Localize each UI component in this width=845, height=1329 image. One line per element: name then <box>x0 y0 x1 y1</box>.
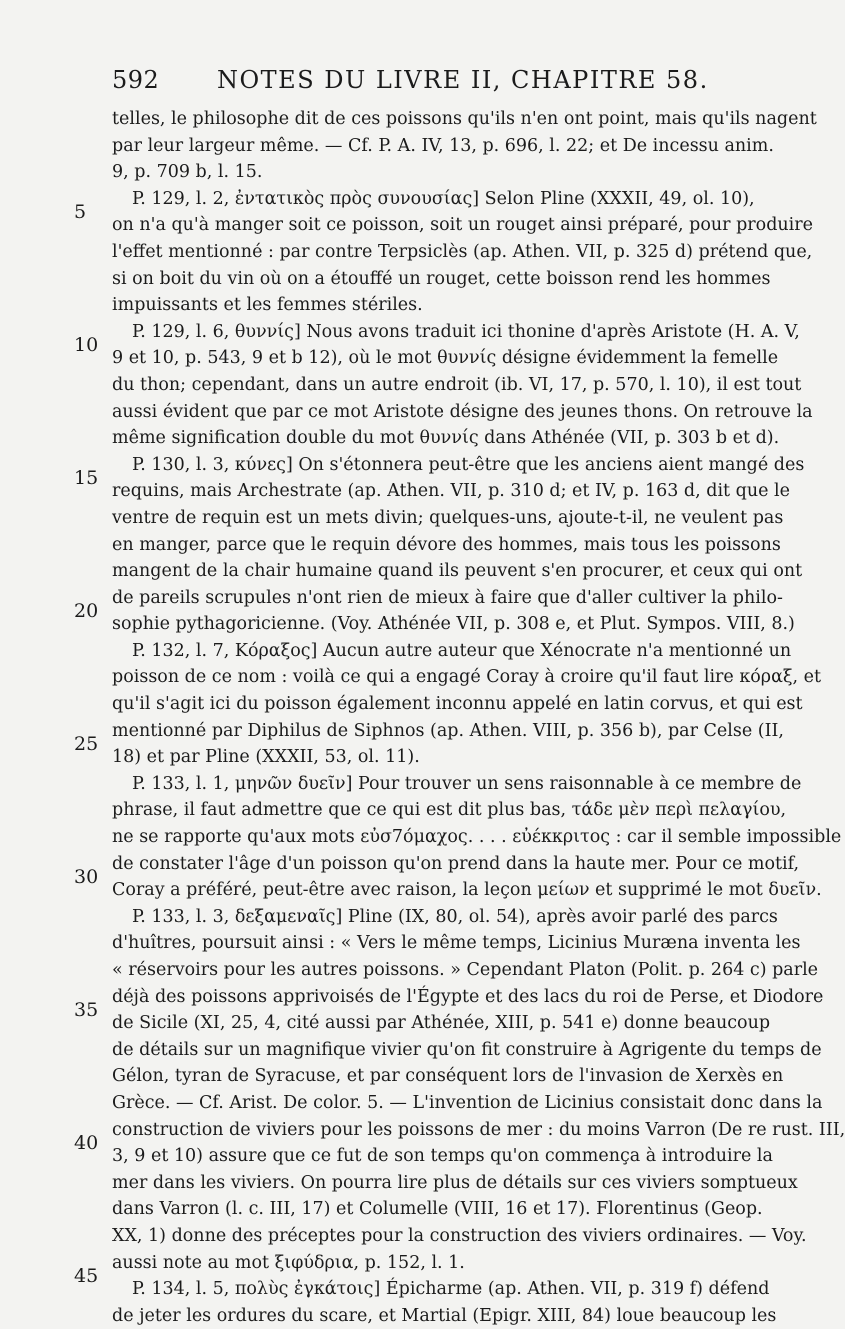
text-line: P. 130, l. 3, κύνες] On s'étonnera peut-être que les anciens aient mangé des <box>132 454 805 475</box>
text-line: mangent de la chair humaine quand ils peuvent s'en procurer, et ceux qui ont <box>112 561 803 582</box>
text-line: 9 et 10, p. 543, 9 et b 12), où le mot θυννίς désigne évidemment la femelle <box>112 348 779 369</box>
text-line: poisson de ce nom : voilà ce qui a engagé Coray à croire qu'il faut lire κόραξ, et <box>112 667 822 688</box>
text-line: même signification double du mot θυννίς dans Athénée (VII, p. 303 b et d). <box>112 428 780 449</box>
text-line: P. 134, l. 5, πολὺς ἐγκάτοις] Épicharme (ap. Athen. VII, p. 319 f) défend <box>132 1279 770 1300</box>
text-line: déjà des poissons apprivoisés de l'Égypte et des lacs du roi de Perse, et Diodore <box>112 986 824 1007</box>
page-header <box>112 66 752 100</box>
text-line: par leur largeur même. — Cf. P. A. IV, 13, p. 696, l. 22; et De incessu anim. <box>112 135 774 156</box>
text-line: de jeter les ordures du scare, et Martial (Epigr. XIII, 84) loue beaucoup les <box>112 1305 777 1326</box>
text-line: de détails sur un magnifique vivier qu'on fit construire à Agrigente du temps de <box>112 1039 822 1060</box>
text-line: Gélon, tyran de Syracuse, et par conséquent lors de l'invasion de Xerxès en <box>112 1066 784 1087</box>
text-line: on n'a qu'à manger soit ce poisson, soit un rouget ainsi préparé, pour produire <box>112 215 813 236</box>
text-line: aussi note au mot ξιφύδρια, p. 152, l. 1. <box>112 1252 465 1273</box>
text-line: mer dans les viviers. On pourra lire plus de détails sur ces viviers somptueux <box>112 1172 798 1193</box>
text-line: dans Varron (l. c. III, 17) et Columelle (VIII, 16 et 17). Florentinus (Geop. <box>112 1199 763 1220</box>
text-line: P. 132, l. 7, Κόραξος] Aucun autre auteur que Xénocrate n'a mentionné un <box>132 640 792 661</box>
line-number: 35 <box>74 999 99 1021</box>
line-number: 5 <box>74 201 87 223</box>
line-number: 25 <box>74 733 99 755</box>
text-line: requins, mais Archestrate (ap. Athen. VII, p. 310 d; et IV, p. 163 d, dit que le <box>112 481 790 502</box>
text-line: si on boit du vin où on a étouffé un rouget, cette boisson rend les hommes <box>112 268 771 289</box>
line-number: 15 <box>74 467 99 489</box>
text-line: P. 133, l. 1, μηνῶν δυεῖν] Pour trouver un sens raisonnable à ce membre de <box>132 773 802 794</box>
notes-text <box>112 106 845 1329</box>
text-line: construction de viviers pour les poissons de mer : du moins Varron (De re rust. III, <box>112 1119 845 1140</box>
page-number: 592 <box>112 66 160 94</box>
text-line: phrase, il faut admettre que ce qui est dit plus bas, τάδε μὲν περὶ πελαγίου, <box>112 800 787 821</box>
line-number: 20 <box>74 600 99 622</box>
text-line: aussi évident que par ce mot Aristote désigne des jeunes thons. On retrouve la <box>112 401 813 422</box>
text-line: de pareils scrupules n'ont rien de mieux à faire que d'aller cultiver la philo- <box>112 587 783 608</box>
text-line: 3, 9 et 10) assure que ce fut de son temps qu'on commença à introduire la <box>112 1146 773 1167</box>
line-number: 30 <box>74 866 99 888</box>
text-line: l'effet mentionné : par contre Terpsiclès (ap. Athen. VII, p. 325 d) prétend que, <box>112 241 813 262</box>
text-line: impuissants et les femmes stériles. <box>112 295 423 316</box>
line-number: 40 <box>74 1132 99 1154</box>
text-line: XX, 1) donne des préceptes pour la construction des viviers ordinaires. — Voy. <box>112 1225 807 1246</box>
text-line: en manger, parce que le requin dévore des hommes, mais tous les poissons <box>112 534 781 555</box>
text-line: ventre de requin est un mets divin; quelques-uns, ajoute-t-il, ne veulent pas <box>112 507 784 528</box>
line-number: 10 <box>74 334 99 356</box>
text-line: « réservoirs pour les autres poissons. » Cependant Platon (Polit. p. 264 c) parle <box>112 960 819 980</box>
text-line: 18) et par Pline (XXXII, 53, ol. 11). <box>112 747 420 768</box>
text-line: 9, p. 709 b, l. 15. <box>112 162 263 183</box>
text-line: d'huîtres, poursuit ainsi : « Vers le même temps, Licinius Muræna inventa les <box>112 933 801 954</box>
running-title: NOTES DU LIVRE II, CHAPITRE 58. <box>217 66 709 94</box>
text-line: du thon; cependant, dans un autre endroit (ib. VI, 17, p. 570, l. 10), il est tout <box>112 374 802 395</box>
text-line: qu'il s'agit ici du poisson également inconnu appelé en latin corvus, et qui est <box>112 694 803 715</box>
text-line: de constater l'âge d'un poisson qu'on prend dans la haute mer. Pour ce motif, <box>112 853 800 874</box>
text-line: sophie pythagoricienne. (Voy. Athénée VII, p. 308 e, et Plut. Sympos. VIII, 8.) <box>112 614 795 635</box>
text-line: P. 133, l. 3, δεξαμεναῖς] Pline (IX, 80, ol. 54), après avoir parlé des parcs <box>132 906 778 927</box>
line-number: 45 <box>74 1265 99 1287</box>
text-line: mentionné par Diphilus de Siphnos (ap. Athen. VIII, p. 356 b), par Celse (II, <box>112 720 784 741</box>
text-line: Grèce. — Cf. Arist. De color. 5. — L'invention de Licinius consistait donc dans la <box>112 1092 823 1113</box>
text-line: P. 129, l. 2, ἐντατικὸς πρὸς συνουσίας] Selon Pline (XXXII, 49, ol. 10), <box>132 188 755 209</box>
text-line: Coray a préféré, peut-être avec raison, la leçon μείων et supprimé le mot δυεῖν. <box>112 880 822 901</box>
text-line: P. 129, l. 6, θυννίς] Nous avons traduit ici thonine d'après Aristote (H. A. V, <box>132 321 800 342</box>
text-line: ne se rapporte qu'aux mots εὐσ7όμαχος. . . . εὐέκκριτος : car il semble impossible <box>112 827 842 848</box>
text-line: de Sicile (XI, 25, 4, cité aussi par Athénée, XIII, p. 541 e) donne beaucoup <box>112 1013 771 1034</box>
text-line: telles, le philosophe dit de ces poissons qu'ils n'en ont point, mais qu'ils nagent <box>112 109 817 129</box>
